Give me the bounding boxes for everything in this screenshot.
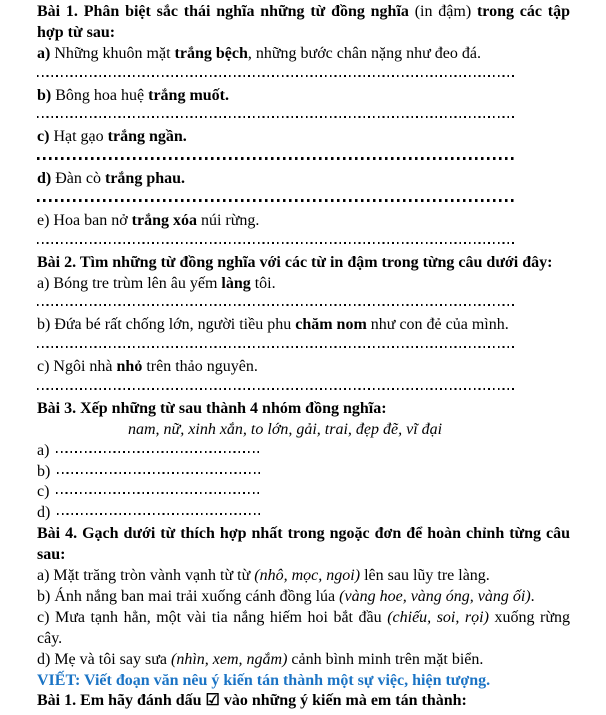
text-run: núi rừng. xyxy=(196,211,260,229)
text-run: VIẾT: Viết đoạn văn nêu ý kiến tán thành một sự việc, hiện tượng. xyxy=(37,671,491,689)
text-run: (in đậm) xyxy=(414,3,472,20)
dotted-answer-blank xyxy=(37,157,514,160)
bai1-heading-line1 xyxy=(37,2,570,23)
checkbox-checked-icon: ☑ xyxy=(205,692,220,710)
bai2-item-a xyxy=(37,274,570,295)
bai3-answer-c xyxy=(37,482,570,503)
dotted-answer-blank xyxy=(37,242,514,244)
bai1-item-e xyxy=(37,211,570,232)
answer-line-6 xyxy=(37,294,570,315)
bai1-heading-line2 xyxy=(37,23,570,44)
text-run: (nhìn, xem, ngắm) xyxy=(170,650,288,668)
bai4-item-d xyxy=(37,650,570,671)
text-run: vào những ý kiến mà em tán thành: xyxy=(219,692,467,710)
bai1-item-c xyxy=(37,127,570,148)
text-run: a) xyxy=(37,44,51,62)
answer-label: c) xyxy=(37,483,50,501)
text-run: d) Mẹ và tôi say sưa xyxy=(37,650,171,668)
text-run: , những bước chân nặng như đeo đá. xyxy=(247,44,481,62)
dotted-answer-blank xyxy=(37,346,514,348)
text-run: Bài 1. Phân biệt sắc thái nghĩa những từ đồng nghĩa xyxy=(37,3,415,20)
text-run: Hạt gạo xyxy=(49,128,108,146)
answer-line-7 xyxy=(37,336,570,357)
text-run: chăm nom xyxy=(295,316,367,334)
text-run: e) Hoa ban nở xyxy=(37,211,132,229)
text-run: cây. xyxy=(37,629,63,647)
bai1-item-b xyxy=(37,86,570,107)
text-run: . xyxy=(530,587,535,605)
text-run: sau: xyxy=(37,546,66,564)
dotted-answer-blank xyxy=(37,388,514,390)
answer-label: d) xyxy=(37,504,51,522)
dotted-answer-blank xyxy=(57,513,260,515)
text-run: b) Ánh nắng ban mai trải xuống cánh đồng lúa xyxy=(37,587,340,605)
bai2-item-b xyxy=(37,315,570,336)
text-run: Bài 1. Em hãy đánh dấu xyxy=(37,692,206,710)
bai2-heading xyxy=(37,253,570,274)
text-run: cảnh bình minh trên mặt biển. xyxy=(287,650,484,668)
bai3-answer-a xyxy=(37,441,570,462)
bai2-item-c xyxy=(37,357,570,378)
answer-line-8 xyxy=(37,378,570,399)
text-run: trắng bệch xyxy=(174,44,248,62)
text-run: c) Mưa tạnh hẳn, một vài tia nắng hiếm hoi bắt đầu xyxy=(37,608,388,626)
viet-section-heading xyxy=(37,671,570,692)
text-run: Đàn cò xyxy=(51,170,105,188)
bai4-item-c-line1 xyxy=(37,608,570,629)
bai4-heading-line1 xyxy=(37,524,570,545)
text-run: xuống rừng xyxy=(488,608,570,626)
dotted-answer-blank xyxy=(37,116,514,118)
bai1b-heading xyxy=(37,691,570,712)
text-run: (vàng hoe, vàng óng, vàng ối) xyxy=(339,587,531,605)
text-run: như con đẻ của mình. xyxy=(366,316,509,334)
answer-label: b) xyxy=(37,462,51,480)
text-run: Bài 4. Gạch dưới từ thích hợp nhất trong ngoặc đơn để hoàn chỉnh từng câu xyxy=(37,525,570,543)
bai1-item-a xyxy=(37,44,570,65)
text-run: c) Ngôi nhà xyxy=(37,358,117,376)
dotted-answer-blank xyxy=(57,472,260,474)
answer-line-3 xyxy=(37,148,570,169)
bai4-item-a xyxy=(37,566,570,587)
bai4-item-c-line2 xyxy=(37,629,570,650)
text-run: trắng xóa xyxy=(131,211,197,229)
dotted-answer-blank xyxy=(37,304,514,306)
text-run: trong các tập xyxy=(471,3,570,20)
answer-line-5 xyxy=(37,232,570,253)
text-run: Bài 3. Xếp những từ sau thành 4 nhóm đồng nghĩa: xyxy=(37,399,387,417)
text-run: b) Đứa bé rất chống lớn, người tiều phu xyxy=(37,316,296,334)
bai3-answer-b xyxy=(37,462,570,483)
text-run: trắng muốt. xyxy=(148,86,229,104)
answer-label: a) xyxy=(37,441,50,459)
text-run: trắng phau. xyxy=(105,170,186,188)
bai3-answer-d xyxy=(37,503,570,524)
text-run: nhỏ xyxy=(116,358,143,376)
text-run: trên thảo nguyên. xyxy=(142,358,258,376)
text-run: hợp từ sau: xyxy=(37,23,116,41)
bai4-item-b xyxy=(37,587,570,608)
text-run: c) xyxy=(37,128,50,146)
text-run: d) xyxy=(37,170,52,188)
answer-line-1 xyxy=(37,65,570,86)
text-run: a) Mặt trăng tròn vành vạnh từ từ xyxy=(37,567,255,585)
bai4-heading-line2 xyxy=(37,545,570,566)
text-run: a) Bóng tre trùm lên âu yếm xyxy=(37,274,222,292)
text-run: tôi. xyxy=(250,274,276,292)
text-run: nam, nữ, xinh xắn, to lớn, gải, trai, đẹp đẽ, vĩ đại xyxy=(128,420,443,438)
dotted-answer-blank xyxy=(56,451,259,453)
text-run: trắng ngần. xyxy=(107,128,187,146)
bai3-heading xyxy=(37,399,570,420)
text-run: Bài 2. Tìm những từ đồng nghĩa với các từ in đậm trong từng câu dưới đây: xyxy=(37,253,553,271)
text-run: b) xyxy=(37,86,52,104)
answer-line-4 xyxy=(37,190,570,211)
bai1-item-d xyxy=(37,169,570,190)
text-run: (nhô, mọc, ngoi) xyxy=(254,567,361,585)
answer-line-2 xyxy=(37,106,570,127)
bai3-word-list xyxy=(37,420,570,441)
dotted-answer-blank xyxy=(56,492,259,494)
dotted-answer-blank xyxy=(37,199,514,202)
text-run: Bông hoa huệ xyxy=(51,86,149,104)
text-run: lên sau lũy tre làng. xyxy=(360,567,490,585)
text-run: Những khuôn mặt xyxy=(50,44,175,62)
text-run: làng xyxy=(221,274,251,292)
text-run: (chiếu, soi, rọi) xyxy=(387,608,489,626)
dotted-answer-blank xyxy=(37,75,514,77)
